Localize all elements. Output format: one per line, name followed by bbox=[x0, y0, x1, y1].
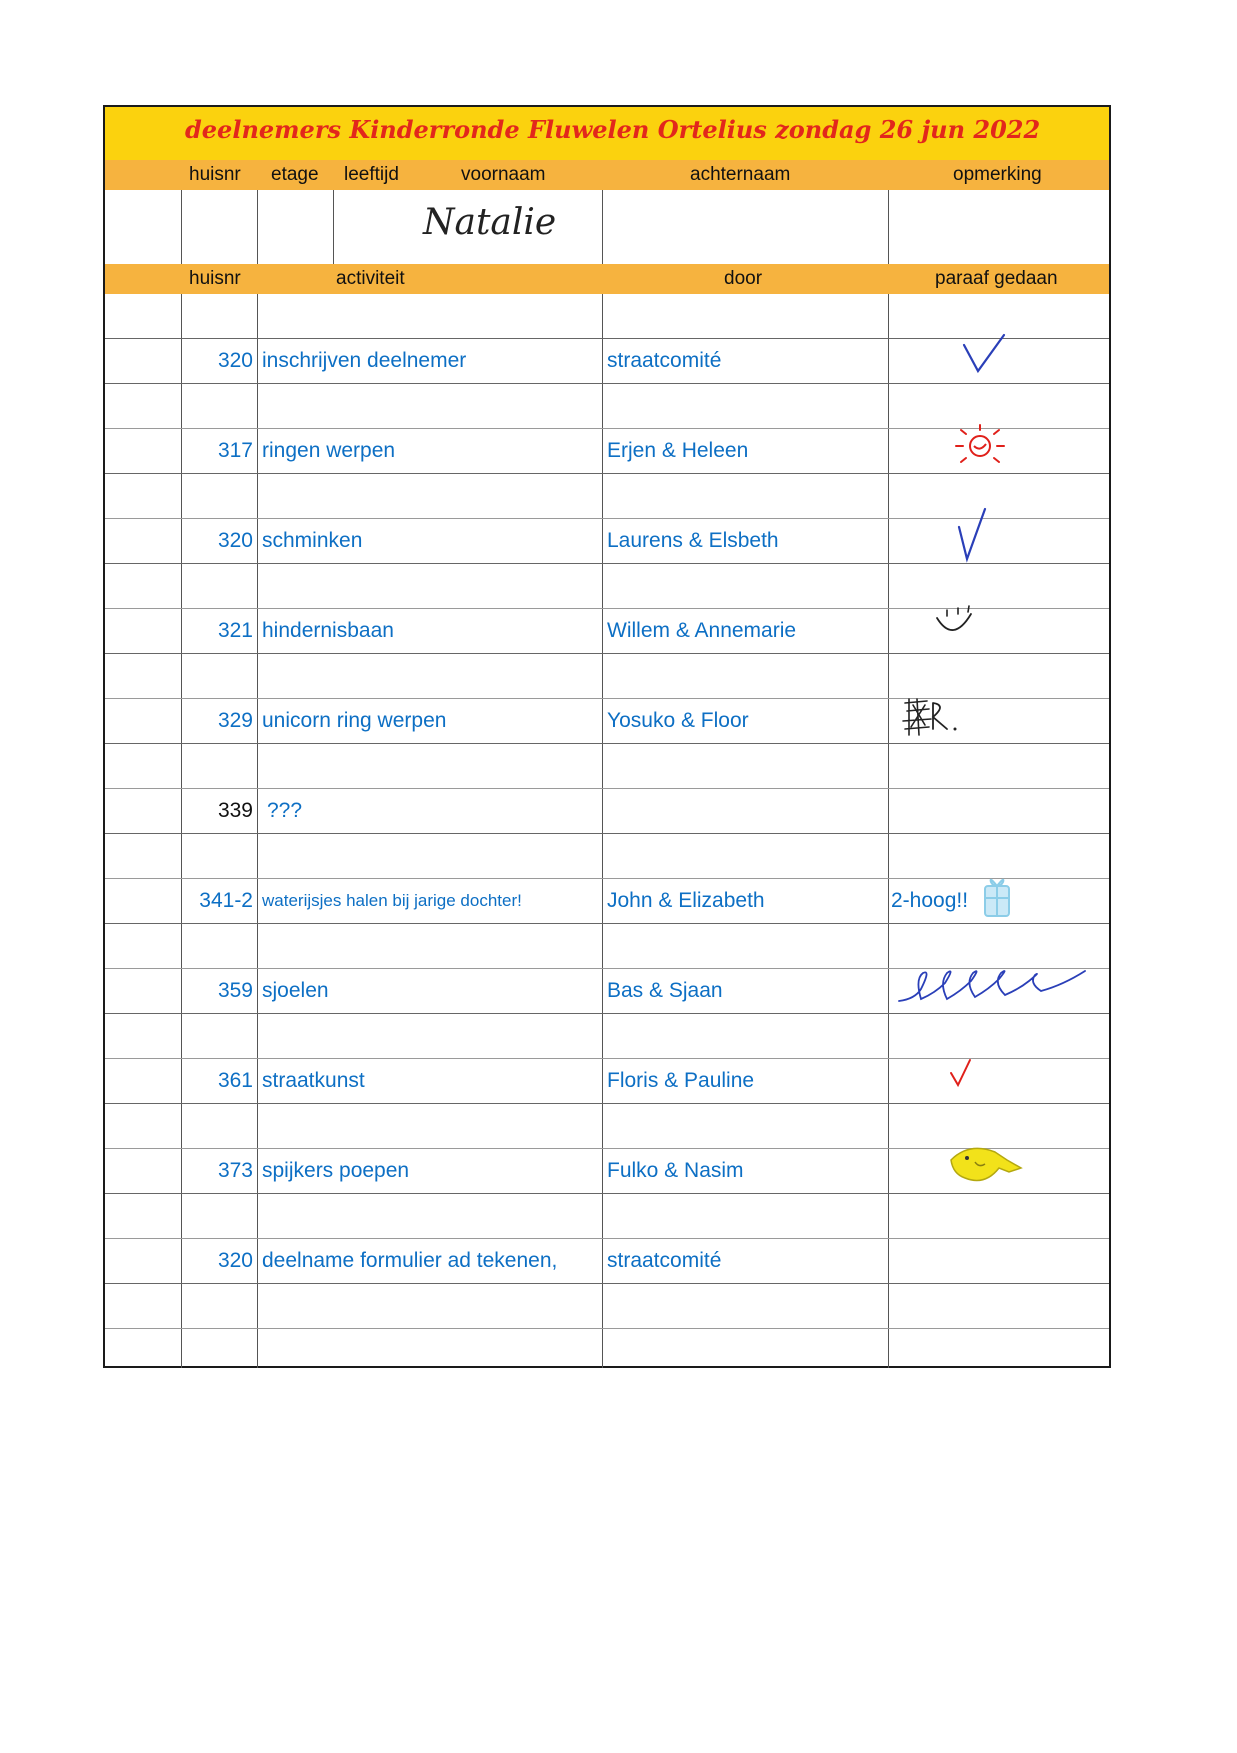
gift-stamp-mark bbox=[977, 872, 1017, 924]
activity-name: schminken bbox=[262, 529, 363, 552]
sun-red-mark bbox=[950, 422, 1010, 472]
divider bbox=[105, 1283, 1109, 1284]
header-huisnr: huisnr bbox=[189, 164, 241, 185]
divider bbox=[888, 190, 889, 264]
participant-row bbox=[105, 190, 1109, 264]
activity-header-band bbox=[105, 264, 1109, 294]
activity-name: ringen werpen bbox=[262, 439, 396, 462]
activity-door: Yosuko & Floor bbox=[607, 709, 749, 732]
divider bbox=[105, 473, 1109, 474]
smiley-mark bbox=[931, 604, 975, 640]
divider bbox=[105, 1193, 1109, 1194]
divider bbox=[888, 294, 889, 1368]
divider bbox=[105, 383, 1109, 384]
check-red-mark bbox=[948, 1057, 974, 1089]
divider bbox=[257, 190, 258, 264]
activity-door: John & Elizabeth bbox=[607, 889, 765, 912]
divider bbox=[105, 788, 1109, 789]
divider bbox=[602, 294, 603, 1368]
check-blue-mark bbox=[955, 507, 991, 563]
header-etage: etage bbox=[271, 164, 319, 185]
divider bbox=[105, 743, 1109, 744]
activity-door: Willem & Annemarie bbox=[607, 619, 797, 642]
activity-huisnr: 320 bbox=[217, 529, 253, 552]
activity-door: Floris & Pauline bbox=[607, 1069, 755, 1092]
activity-huisnr: 361 bbox=[217, 1069, 253, 1092]
activity-name: unicorn ring werpen bbox=[262, 709, 447, 732]
activity-opmerking: 2-hoog!! bbox=[891, 889, 969, 912]
activity-name: straatkunst bbox=[262, 1069, 365, 1092]
loops-scribble-mark bbox=[895, 959, 1091, 1009]
participant-form bbox=[103, 105, 1111, 1368]
activity-door: Laurens & Elsbeth bbox=[607, 529, 779, 552]
header-opmerking: opmerking bbox=[953, 164, 1042, 185]
fish-sticker-mark bbox=[945, 1138, 1029, 1190]
activity-huisnr: 321 bbox=[217, 619, 253, 642]
divider bbox=[181, 190, 182, 264]
divider bbox=[333, 190, 334, 264]
activity-door: Fulko & Nasim bbox=[607, 1159, 744, 1182]
activity-huisnr: 359 bbox=[217, 979, 253, 1002]
activity-name: waterijsjes halen bij jarige dochter! bbox=[262, 891, 522, 910]
divider bbox=[105, 1103, 1109, 1104]
divider bbox=[105, 833, 1109, 834]
divider bbox=[602, 190, 603, 264]
header-act-huisnr: huisnr bbox=[189, 268, 241, 289]
activity-huisnr: 329 bbox=[217, 709, 253, 732]
check-blue-mark bbox=[960, 333, 1008, 377]
activity-door: Erjen & Heleen bbox=[607, 439, 749, 462]
activity-name: ??? bbox=[267, 799, 303, 822]
activity-huisnr: 317 bbox=[217, 439, 253, 462]
activity-name: hindernisbaan bbox=[262, 619, 394, 642]
activity-huisnr: 339 bbox=[217, 799, 253, 822]
divider bbox=[105, 1328, 1109, 1329]
title-bar bbox=[105, 107, 1109, 160]
initials-scribble-mark bbox=[899, 695, 969, 739]
header-paraaf: paraaf gedaan bbox=[935, 268, 1058, 289]
activity-name: deelname formulier ad tekenen, bbox=[262, 1249, 558, 1272]
activity-door: straatcomité bbox=[607, 349, 722, 372]
divider bbox=[105, 653, 1109, 654]
activity-huisnr: 341-2 bbox=[199, 889, 253, 912]
header-activiteit: activiteit bbox=[336, 268, 405, 289]
form-title: deelnemers Kinderronde Fluwelen Ortelius zondag 26 jun 2022 bbox=[185, 115, 1041, 144]
participant-voornaam[interactable]: Natalie bbox=[423, 202, 557, 243]
activity-door: Bas & Sjaan bbox=[607, 979, 723, 1002]
activity-name: sjoelen bbox=[262, 979, 329, 1002]
header-achternaam: achternaam bbox=[690, 164, 791, 185]
divider bbox=[105, 1013, 1109, 1014]
header-door: door bbox=[724, 268, 763, 289]
activity-huisnr: 320 bbox=[217, 349, 253, 372]
divider bbox=[105, 923, 1109, 924]
participant-header-band bbox=[105, 160, 1109, 190]
activity-huisnr: 320 bbox=[217, 1249, 253, 1272]
activity-door: straatcomité bbox=[607, 1249, 722, 1272]
activity-name: spijkers poepen bbox=[262, 1159, 410, 1182]
divider bbox=[105, 563, 1109, 564]
divider bbox=[257, 294, 258, 1368]
activity-name: inschrijven deelnemer bbox=[262, 349, 467, 372]
header-voornaam: voornaam bbox=[461, 164, 546, 185]
header-leeftijd: leeftijd bbox=[344, 164, 399, 185]
activity-huisnr: 373 bbox=[217, 1159, 253, 1182]
